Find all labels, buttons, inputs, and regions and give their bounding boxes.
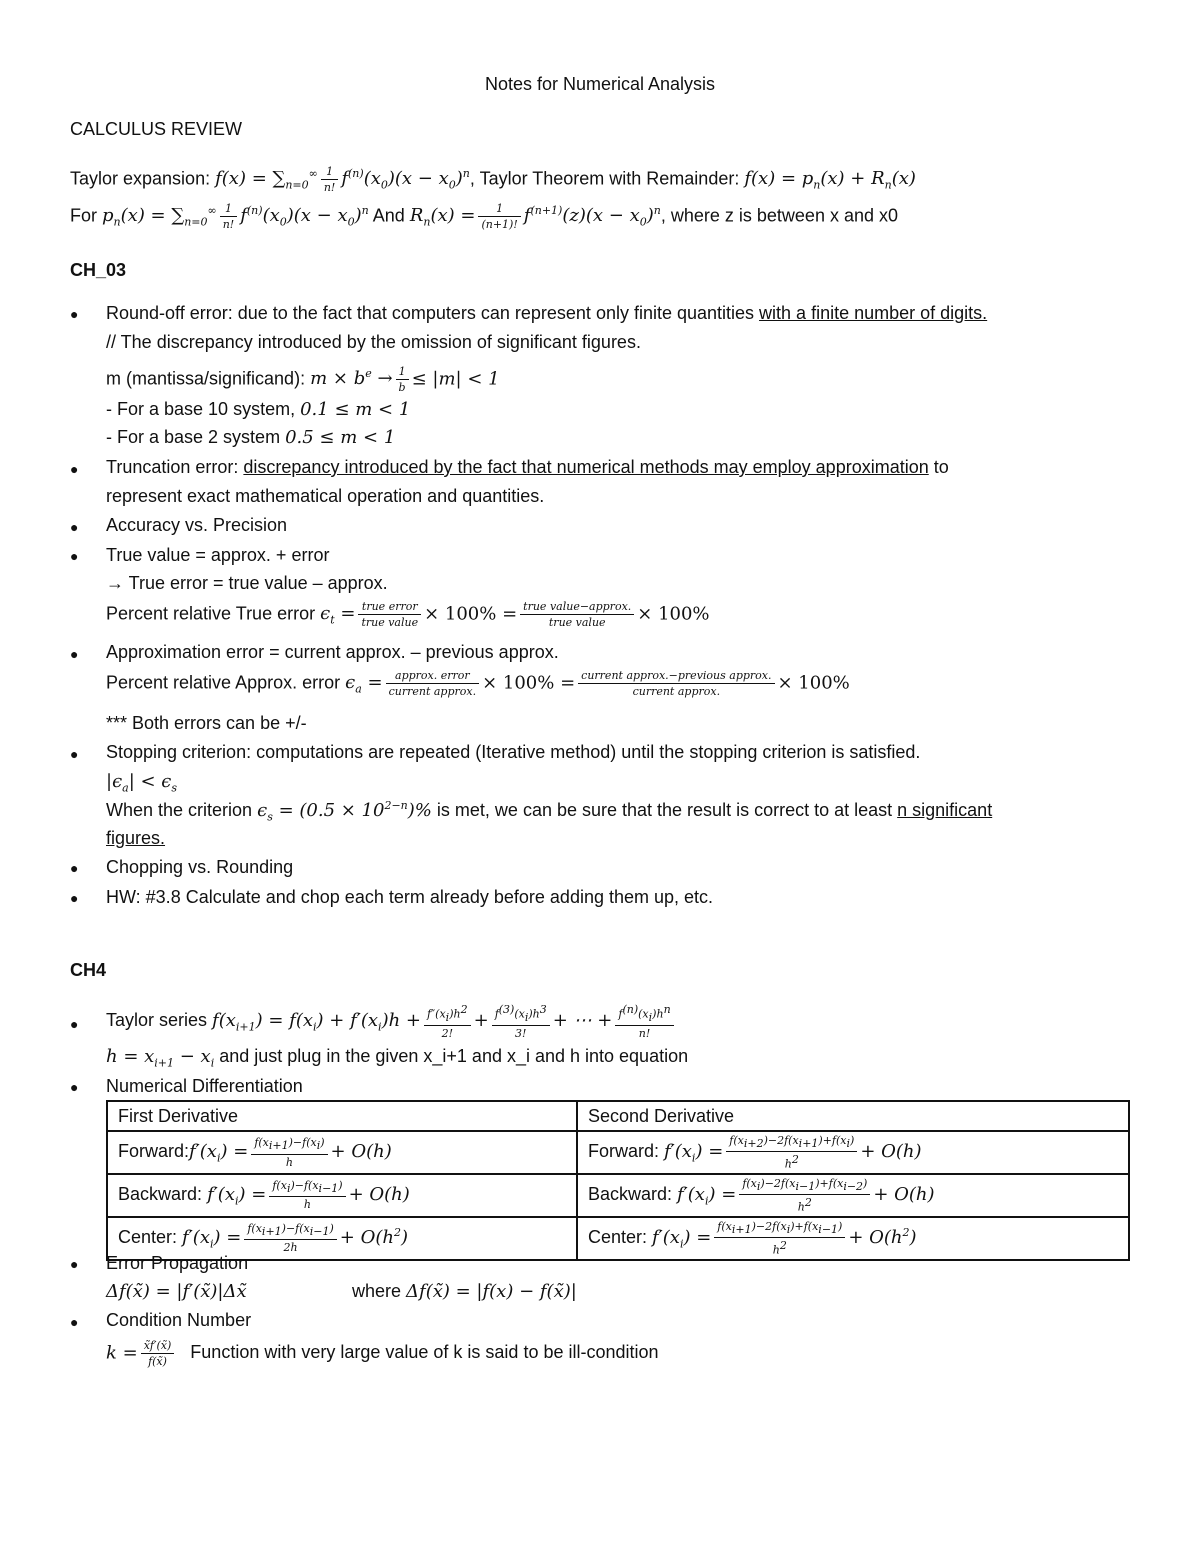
first-center-cell: Center: $f'(x_i)$ = $\frac{f(x_{i+1})-f(x_{i-1})}{2h}$ + $O(h^2)$ <box>107 1217 577 1260</box>
bullet-icon: ● <box>70 306 79 322</box>
second-center-cell: Center: $f'(x_i)$ = $\frac{f(x_{i+1})-2f(x_i)+f(x_{i-1})}{h^2}$ + $O(h^2)$ <box>577 1217 1129 1260</box>
approx-frac2-den: current approx. <box>632 685 721 698</box>
ill-condition-text: Function with very large value of k is said to be ill-condition <box>190 1342 659 1363</box>
calculus-review-heading: CALCULUS REVIEW <box>70 119 243 139</box>
second-backward-label: Backward: <box>587 1184 672 1205</box>
truncation-line2: represent exact mathematical operation and quantities. <box>106 486 545 506</box>
taylor-expansion-formula: $f(x) = \sum_{n=0}^\infty$ <box>215 167 318 192</box>
taylor-expansion-label: Taylor expansion: <box>70 168 211 189</box>
roundoff-line <box>106 303 987 324</box>
bullet-icon: ● <box>70 890 79 906</box>
first-forward-cell: $Forward:f'(x_i)$ = $\frac{f(x_{i+1})-f(x_i)}{h}$ + O(h) <box>107 1131 577 1174</box>
first-forward-label: Forward: <box>118 1141 190 1162</box>
error-prop-line: Error Propagation <box>106 1253 249 1273</box>
bullet-icon: ● <box>70 461 79 477</box>
first-backward-cell: Backward: $f'(x_i)$ = $\frac{f(x_i)-f(x_{i-1})}{h}$ + O(h) <box>107 1174 577 1217</box>
one-over-n-factorial: $\frac{1}{n!}$ <box>321 164 339 195</box>
ch4-heading: CH4 <box>70 960 107 980</box>
hw-line: HW: #3.8 Calculate and chop each term already before adding them up, etc. <box>106 887 714 907</box>
bullet-icon: ● <box>70 1256 79 1272</box>
for-label: For <box>70 205 97 226</box>
numdiff-line: Numerical Differentiation <box>106 1076 303 1096</box>
true-error-line: → True error = true value – approx. <box>106 573 388 593</box>
first-backward-label: Backward: <box>118 1184 203 1205</box>
bullet-icon: ● <box>70 746 79 762</box>
header-second-derivative: Second Derivative <box>577 1101 1129 1131</box>
base2-line: - For a base 2 system 0.5 ≤ m < 1 <box>106 427 396 448</box>
second-center-label: Center: <box>587 1226 647 1247</box>
error-prop-where: where Δf(x̃) = |f(x) − f(x̃)| <box>352 1281 577 1302</box>
accuracy-line: Accuracy vs. Precision <box>106 515 288 535</box>
approx-frac-den: current approx. <box>388 685 477 698</box>
pn-rn-line: For $p_n(x) = \sum_{n=0}^\infty$ $\frac{1}{n!}$ $f^{(n)}(x_0)(x - x_0)^n$ And $R_n(x)$ = $\frac{1}{(n+1)!}$ $f^{(n+1)}(z)(x - x_0)^n$, where z is between x and x0 <box>70 202 899 231</box>
page-title: Notes for Numerical Analysis <box>484 74 716 94</box>
both-errors-line: *** Both errors can be +/- <box>106 713 307 733</box>
second-forward-label: Forward: <box>587 1141 659 1162</box>
pct-true-error-line: Percent relative True error $\epsilon_t$ = $\frac{\text{true error}}{\text{true value}}$ × 100% = $\frac{\text{true value−approx.}}{\text{true value}}$ × 100% <box>106 600 710 629</box>
pn-formula: $p_n(x) = \sum_{n=0}^\infty$ <box>102 204 217 229</box>
criterion-line2: figures. <box>106 828 166 848</box>
pct-true-label: Percent relative True error <box>106 603 316 624</box>
chopping-line: Chopping vs. Rounding <box>106 857 294 877</box>
stopping-formula: $|\epsilon_a| < \epsilon_s$ <box>106 771 178 795</box>
bullet-icon: ● <box>70 646 79 662</box>
truncation-line <box>106 457 949 478</box>
table-row <box>107 1131 1129 1174</box>
roundoff-text: Round-off error: due to the fact that computers can represent only finite quantities <box>106 303 760 323</box>
base2-text: - For a base 2 system <box>106 427 281 447</box>
condition-line: Condition Number <box>106 1310 252 1330</box>
second-forward-cell: Forward: $f'(x_i)$ = $\frac{f(x_{i+2})-2f(x_{i+1})+f(x_i)}{h^2}$ + O(h) <box>577 1131 1129 1174</box>
true-error-frac-den: true value <box>361 616 419 629</box>
true-value-line: True value = approx. + error <box>106 545 330 565</box>
criterion-text2: is met, we can be sure that the result is correct to at least <box>436 800 898 820</box>
taylor-series-label: Taylor series <box>106 1010 208 1031</box>
taylor-expansion-line: Taylor expansion: $f(x) = \sum_{n=0}^\infty$ $\frac{1}{n!}$ $f^{(n)}(x_0)(x - x_0)^n$, Taylor Theorem with Remainder: $f(x) = p_n(x) + R_n(x)$ <box>70 165 916 194</box>
taylor-series-line: Taylor series $f(x_{i+1}) = f(x_i) + f'(x_i)h$ + $\frac{f''(x_i)h^2}{2!}$ + $\frac{f^{(3)}(x_i)h^3}{3!}$ + ⋯ + $\frac{f^{(n)}(x_i)h^n}{n!}$ <box>106 1002 677 1041</box>
stopping-line: Stopping criterion: computations are repeated (Iterative method) until the stopping criterion is satisfied. <box>106 742 921 762</box>
h-definition-text: and just plug in the given x_i+1 and x_i and h into equation <box>219 1046 689 1066</box>
taylor-remainder-label: Taylor Theorem with Remainder: <box>479 168 740 189</box>
h-definition-line: $h = x_{i+1} - x_i$ and just plug in the given x_i+1 and x_i and h into equation <box>106 1046 689 1070</box>
pct-approx-label: Percent relative Approx. error <box>106 672 341 693</box>
approx-frac2-num: current approx.−previous approx. <box>578 668 774 684</box>
bullet-icon: ● <box>70 1314 79 1330</box>
approx-frac-num: approx. error <box>386 668 480 684</box>
header-first-derivative: First Derivative <box>107 1101 577 1131</box>
pct-approx-error-line: Percent relative Approx. error $\epsilon_a$ = $\frac{\text{approx. error}}{\text{current approx.}}$ × 100% = $\frac{\text{current approx.−previous approx.}}{\text{current approx.}}$ × 100% <box>106 669 850 698</box>
criterion-text: When the criterion <box>106 800 253 820</box>
true-error-frac-num: true error <box>358 599 421 615</box>
base10-text: - For a base 10 system, <box>106 399 296 419</box>
approx-error-line: Approximation error = current approx. – previous approx. <box>106 642 559 662</box>
true-error-frac2-num: true value−approx. <box>520 599 634 615</box>
mantissa-label: m (mantissa/significand): <box>106 368 306 389</box>
mantissa-line: m (mantissa/significand): $m \times b^e$ → $\frac{1}{b}$ ≤ |m| < 1 <box>106 365 500 394</box>
bullet-icon: ● <box>70 519 79 535</box>
bullet-icon: ● <box>70 1016 79 1032</box>
true-error-frac2-den: true value <box>548 616 606 629</box>
bullet-icon: ● <box>70 860 79 876</box>
truncation-text: Truncation error: <box>106 457 244 477</box>
where-z-text: where z is between x and x0 <box>670 205 899 226</box>
derivative-table <box>106 1100 1130 1261</box>
rn-formula: $R_n(x)$ = <box>409 205 476 229</box>
bullet-icon: ● <box>70 548 79 564</box>
where-label: where <box>352 1281 402 1301</box>
table-row <box>107 1174 1129 1217</box>
ch03-heading: CH_03 <box>70 260 127 280</box>
truncation-underlined: discrepancy introduced by the fact that numerical methods may employ approximation <box>243 457 929 477</box>
table-row <box>107 1217 1129 1260</box>
first-center-label: Center: <box>118 1226 178 1247</box>
base10-line: - For a base 10 system, 0.1 ≤ m < 1 <box>106 399 411 420</box>
error-prop-formula: Δf(x̃) = |f′(x̃)|Δx̃ <box>106 1281 247 1302</box>
bullet-icon: ● <box>70 1079 79 1095</box>
table-header-row <box>107 1101 1129 1131</box>
taylor-remainder-formula: $f(x) = p_n(x) + R_n(x)$ <box>744 168 916 192</box>
truncation-tail: to <box>928 457 949 477</box>
criterion-underlined: n significant <box>897 800 993 820</box>
second-backward-cell: Backward: $f'(x_i)$ = $\frac{f(x_i)-2f(x_{i-1})+f(x_{i-2})}{h^2}$ + O(h) <box>577 1174 1129 1217</box>
roundoff-underlined: with a finite number of digits. <box>759 303 988 323</box>
condition-formula-line: k = $\frac{x̃f'(x̃)}{f(x̃)}$ Function with very large value of k is said to be ill-condition <box>106 1339 659 1368</box>
criterion-line: When the criterion $\epsilon_s = (0.5 \times 10^{2-n})\%$ is met, we can be sure that the result is correct to at least n significant <box>106 799 993 824</box>
roundoff-line2: // The discrepancy introduced by the omission of significant figures. <box>106 332 641 352</box>
and-label: And <box>372 205 405 226</box>
